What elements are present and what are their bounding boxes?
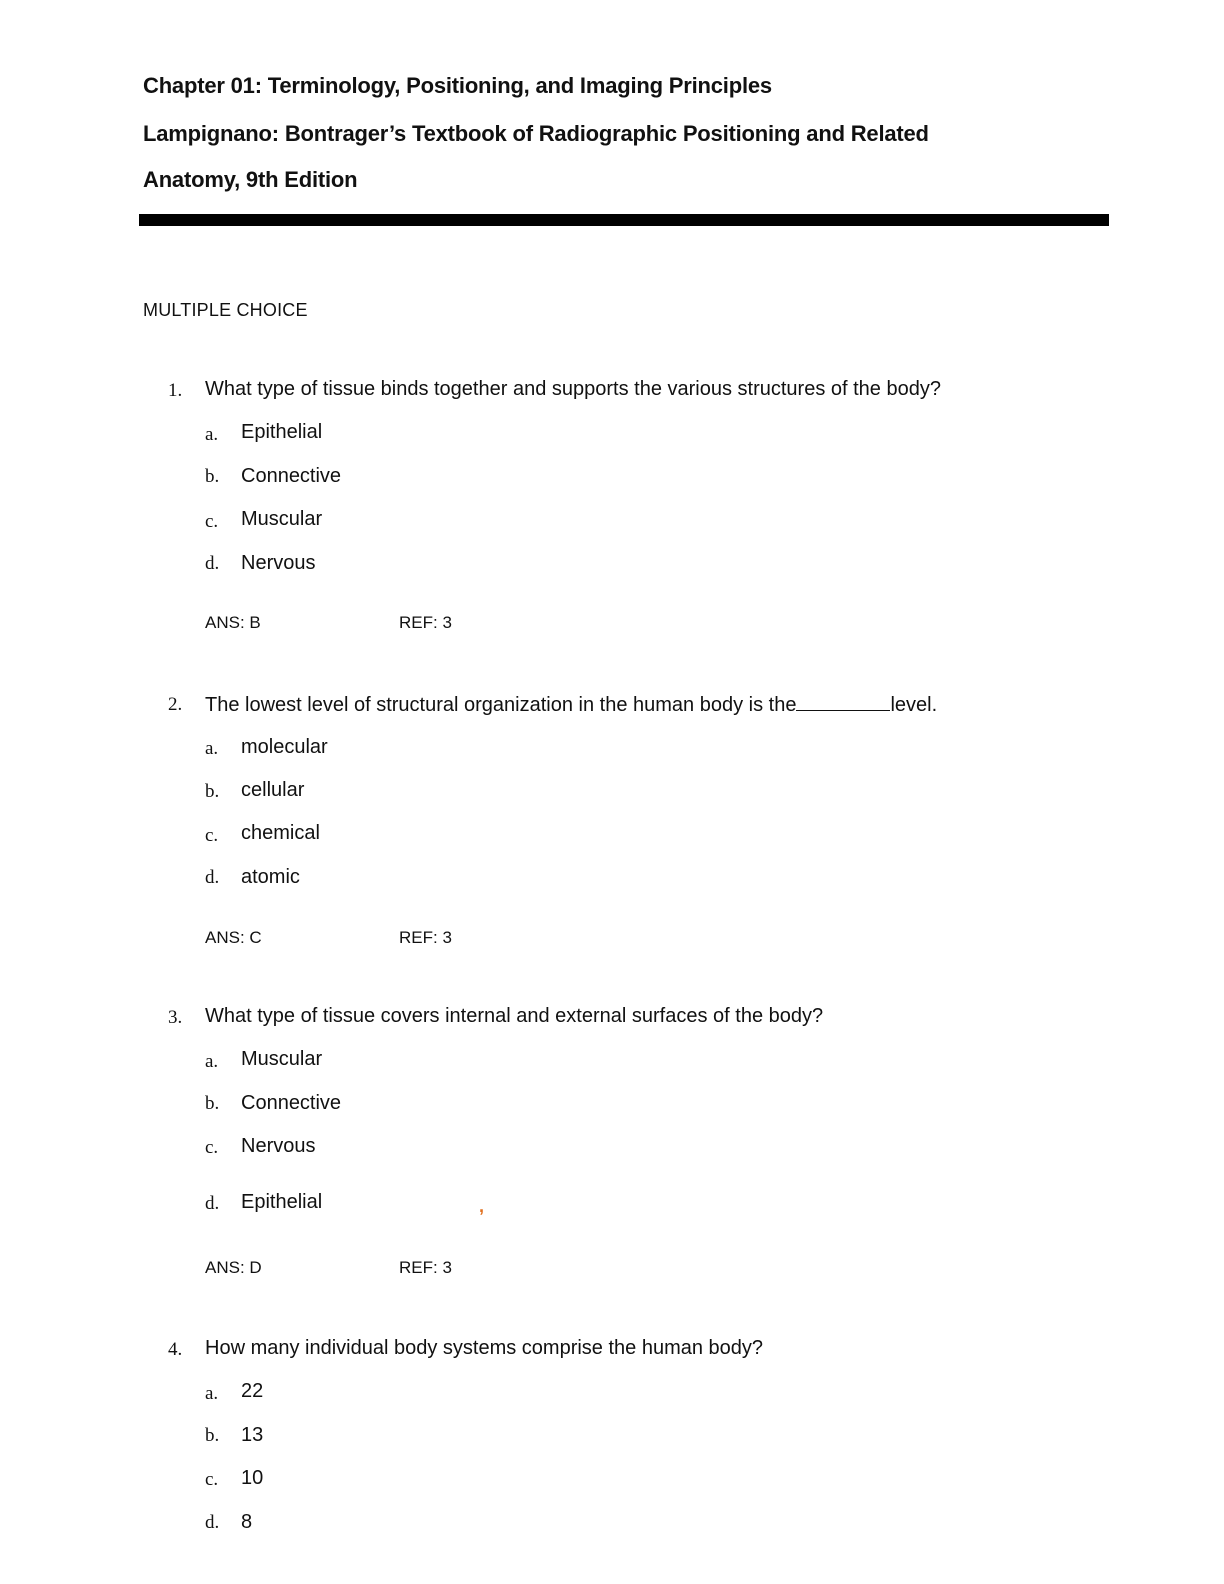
option-text: 8 [241, 1511, 253, 1533]
option-text: Nervous [241, 1135, 316, 1157]
option-letter: a. [205, 738, 219, 759]
option-letter: a. [205, 424, 219, 445]
question-text: How many individual body systems comprise the human body? [205, 1337, 764, 1359]
question-number: 2. [168, 694, 183, 715]
option-text: molecular [241, 736, 328, 758]
chapter-title: Chapter 01: Terminology, Positioning, and Imaging Principles [143, 73, 772, 98]
question-number: 3. [168, 1007, 183, 1028]
option-text: Connective [241, 465, 342, 487]
option-letter: a. [205, 1051, 219, 1072]
option-text: Nervous [241, 552, 316, 574]
book-title-line-2: Anatomy, 9th Edition [143, 167, 358, 192]
header-divider [139, 214, 1109, 226]
option-text: Muscular [241, 508, 323, 530]
fill-in-blank [796, 692, 890, 711]
question-number: 4. [168, 1339, 183, 1360]
option-letter: b. [205, 1425, 220, 1446]
option-letter: b. [205, 1093, 220, 1114]
option-text: cellular [241, 779, 305, 801]
option-letter: c. [205, 825, 219, 846]
reference: REF: 3 [399, 1258, 452, 1277]
option-letter: c. [205, 511, 219, 532]
option-letter: a. [205, 1383, 219, 1404]
answer-key: ANS: C [205, 928, 262, 947]
section-label: MULTIPLE CHOICE [143, 300, 308, 320]
option-letter: b. [205, 466, 220, 487]
option-text: 13 [241, 1424, 264, 1446]
book-title-line-1: Lampignano: Bontrager’s Textbook of Radiographic Positioning and Related [143, 121, 929, 146]
option-text: atomic [241, 866, 300, 888]
stray-mark: , [479, 1196, 485, 1216]
answer-key: ANS: D [205, 1258, 262, 1277]
question-text-after: level. [890, 694, 938, 716]
option-letter: c. [205, 1469, 219, 1490]
option-text: Muscular [241, 1048, 323, 1070]
question-number: 1. [168, 380, 183, 401]
option-letter: b. [205, 781, 220, 802]
option-letter: d. [205, 867, 220, 888]
option-text: chemical [241, 822, 320, 844]
option-letter: c. [205, 1137, 219, 1158]
reference: REF: 3 [399, 928, 452, 947]
option-letter: d. [205, 1193, 220, 1214]
question-text: What type of tissue binds together and supports the various structures of the body? [205, 378, 941, 400]
option-text: Epithelial [241, 1191, 323, 1213]
option-text: Epithelial [241, 421, 323, 443]
option-text: 22 [241, 1380, 264, 1402]
reference: REF: 3 [399, 613, 452, 632]
option-letter: d. [205, 553, 220, 574]
question-text-before: The lowest level of structural organization in the human body is the [205, 694, 797, 716]
answer-key: ANS: B [205, 613, 261, 632]
option-text: 10 [241, 1467, 264, 1489]
option-letter: d. [205, 1512, 220, 1533]
question-text [205, 692, 937, 717]
option-text: Connective [241, 1092, 342, 1114]
question-text: What type of tissue covers internal and external surfaces of the body? [205, 1005, 824, 1027]
